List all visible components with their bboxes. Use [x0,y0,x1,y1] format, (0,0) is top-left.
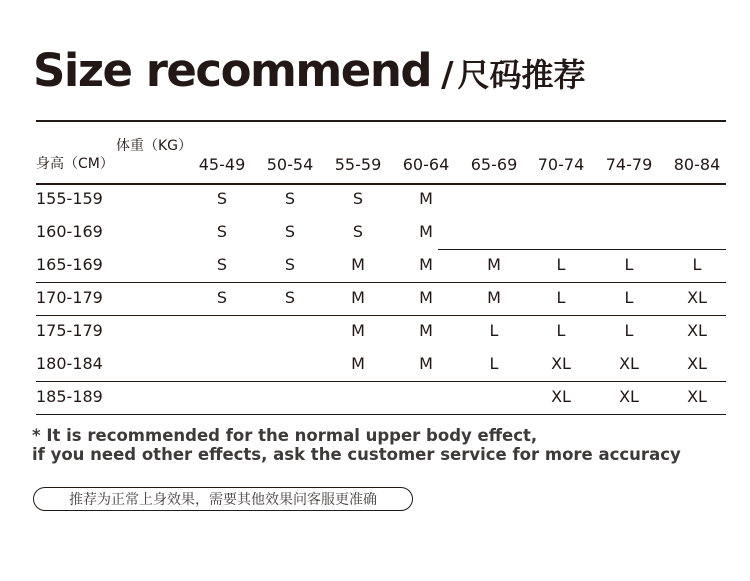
row-divider [36,315,726,316]
size-cell: L [489,354,499,373]
note-line-2: if you need other effects, ask the customer service for more accuracy [32,445,681,464]
size-cell: M [351,354,365,373]
size-cell: M [487,288,501,307]
height-row-label: 155-159 [36,189,103,208]
size-cell: XL [619,387,639,406]
header-bottom-rule [36,183,726,185]
size-cell: M [419,222,433,241]
row-divider [36,414,726,415]
weight-column-header: 74-79 [605,155,653,174]
size-cell: S [216,189,228,208]
size-cell: L [556,288,566,307]
size-cell: S [216,222,228,241]
recommendation-badge [33,487,413,511]
size-cell: M [351,255,365,274]
size-cell: XL [687,321,707,340]
size-cell: L [692,255,702,274]
table-top-rule [36,120,726,122]
size-cell: M [419,189,433,208]
weight-column-header: 70-74 [537,155,585,174]
size-cell: S [352,189,364,208]
size-cell: XL [551,387,571,406]
weight-column-header: 50-54 [266,155,314,174]
size-cell: M [351,321,365,340]
title-separator: / [441,55,454,95]
row-divider [438,249,726,250]
size-cell: S [284,288,296,307]
size-cell: M [419,288,433,307]
height-row-label: 185-189 [36,387,103,406]
weight-column-header: 80-84 [673,155,721,174]
size-cell: S [284,255,296,274]
size-cell: L [624,288,634,307]
size-cell: L [624,255,634,274]
weight-column-header: 65-69 [470,155,518,174]
height-header: 身高（CM） [36,156,114,172]
size-cell: M [351,288,365,307]
size-cell: S [284,189,296,208]
page-title [33,44,586,97]
size-cell: S [284,222,296,241]
note-line-1: * It is recommended for the normal upper body effect, [32,426,538,445]
size-cell: XL [687,354,707,373]
size-cell: XL [551,354,571,373]
weight-header: 体重（KG） [116,138,193,154]
size-cell: M [419,255,433,274]
title-chinese: 尺码推荐 [457,56,586,94]
size-cell: S [216,288,228,307]
size-cell: L [624,321,634,340]
weight-column-header: 60-64 [402,155,450,174]
size-cell: M [419,354,433,373]
title-english: Size recommend [33,44,432,97]
height-row-label: 180-184 [36,354,103,373]
size-cell: XL [687,387,707,406]
height-row-label: 160-169 [36,222,103,241]
size-cell: XL [687,288,707,307]
row-divider [36,381,726,382]
height-row-label: 175-179 [36,321,103,340]
recommendation-badge-text: 推荐为正常上身效果，需要其他效果问客服更准确 [69,492,377,508]
height-row-label: 165-169 [36,255,103,274]
size-cell: L [556,321,566,340]
size-cell: S [216,255,228,274]
size-cell: XL [619,354,639,373]
size-cell: M [487,255,501,274]
size-cell: L [489,321,499,340]
height-row-label: 170-179 [36,288,103,307]
size-cell: S [352,222,364,241]
size-cell: M [419,321,433,340]
size-cell: L [556,255,566,274]
weight-column-header: 45-49 [198,155,246,174]
row-divider [36,282,726,283]
weight-column-header: 55-59 [334,155,382,174]
